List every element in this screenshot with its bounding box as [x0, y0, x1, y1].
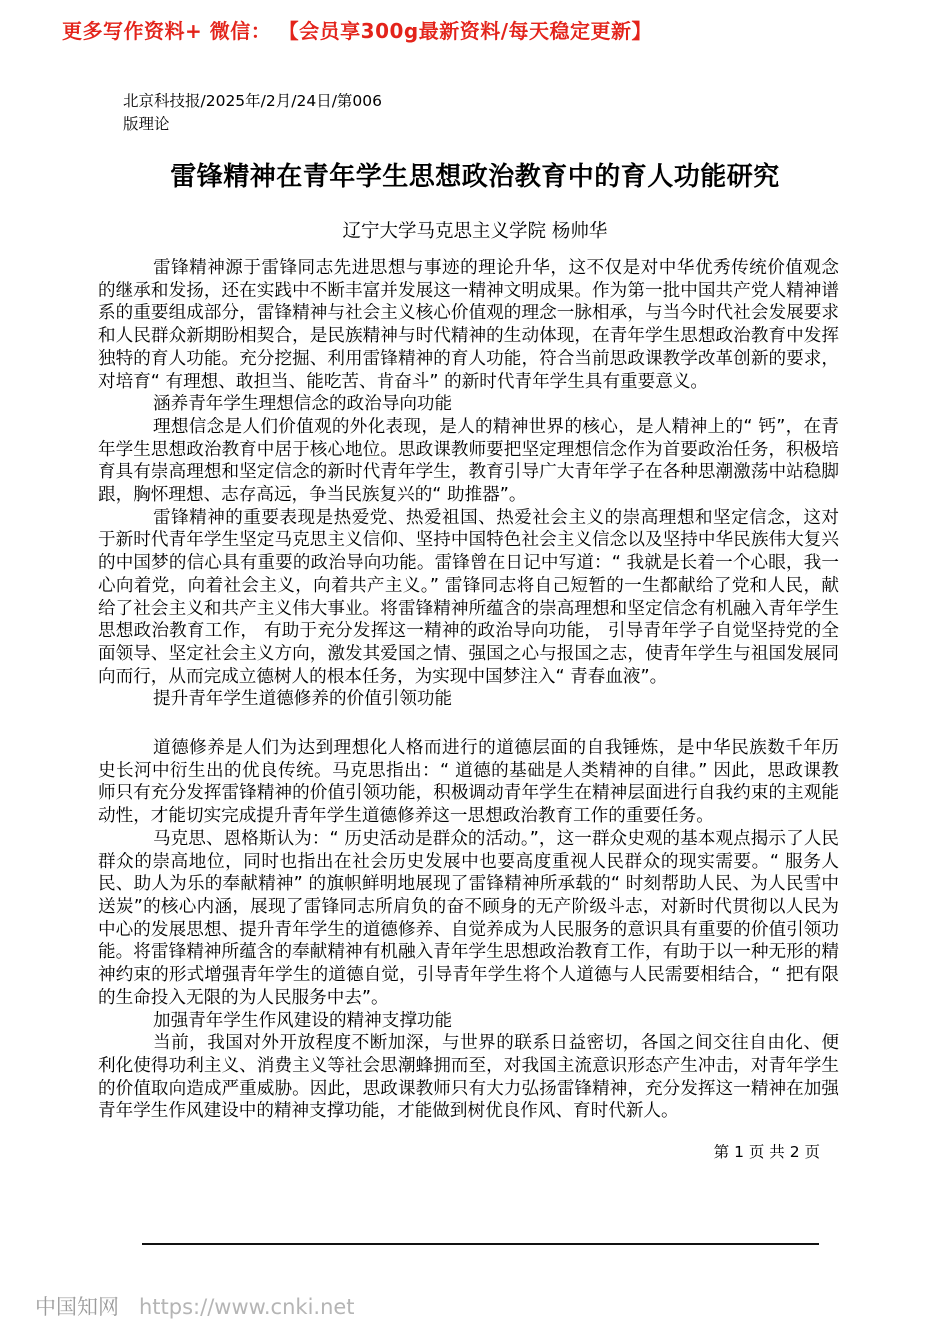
section-heading: 提升青年学生道德修养的价值引领功能: [153, 689, 453, 710]
article-body: [98, 257, 839, 1123]
paragraph: 道德修养是人们为达到理想化人格而进行的道德层面的自我锤炼，是中华民族数千年历史长河中衍生出的优良传统。马克思指出：“ 道德的基础是人类精神的自律。” 因此，思政课教师只有充分发挥雷锋精神的价值引领功能，积极调动青年学生在精神层面进行自我约束的主观能动性，才能切实完成提升青年学生道德修养这一思想政治教育工作的重要任务。: [98, 738, 839, 827]
paragraph: 雷锋精神源于雷锋同志先进思想与事迹的理论升华，这不仅是对中华优秀传统价值观念的继承和发扬，还在实践中不断丰富并发展这一精神文明成果。作为第一批中国共产党人精神谱系的重要组成部分，雷锋精神与社会主义核心价值观的理念一脉相承，与当今时代社会发展要求和人民群众新期盼相契合，是民族精神与时代精神的生动体现，在青年学生思想政治教育中发挥独特的育人功能。充分挖掘、利用雷锋精神的育人功能，符合当前思政课教学改革创新的要求，对培育“ 有理想、敢担当、能吃苦、肯奋斗” 的新时代青年学生具有重要意义。: [98, 258, 839, 392]
article-author: 辽宁大学马克思主义学院 杨帅华: [342, 221, 608, 242]
paragraph: 雷锋精神的重要表现是热爱党、热爱祖国、热爱社会主义的崇高理想和坚定信念，这对于新时代青年学生坚定马克思主义信仰、坚持中国特色社会主义信念以及坚持中华民族伟大复兴的中国梦的信心具有重要的政治导向功能。雷锋曾在日记中写道：“ 我就是长着一个心眼，我一心向着党，向着社会主义，向着共产主义。” 雷锋同志将自己短暂的一生都献给了党和人民，献给了社会主义和共产主义伟大事业。将雷锋精神所蕴含的崇高理想和坚定信念有机融入青年学生思想政治教育工作， 有助于充分发挥这一精神的政治导向功能， 引导青年学子自觉坚持党的全面领导、坚定社会主义方向，激发其爱国之情、强国之心与报国之志，使青年学生与祖国发展同向而行，从而完成立德树人的根本任务，为实现中国梦注入“ 青春血液”。: [98, 507, 839, 687]
section-heading: 涵养青年学生理想信念的政治导向功能: [153, 394, 453, 415]
page-indicator: 第 1 页 共 2 页: [713, 1143, 820, 1161]
promo-banner-text: 更多写作资料+ 微信： 【会员享300g最新资料/每天稳定更新】: [62, 19, 653, 43]
cnki-url-link[interactable]: https://www.cnki.net: [139, 1295, 355, 1319]
article-title: 雷锋精神在青年学生思想政治教育中的育人功能研究: [170, 162, 780, 192]
section-heading: 加强青年学生作风建设的精神支撑功能: [153, 1010, 453, 1031]
paragraph: 理想信念是人们价值观的外化表现，是人的精神世界的核心，是人精神上的“ 钙”，在青年学生思想政治教育中居于核心地位。思政课教师要把坚定理想信念作为首要政治任务，积极培育具有崇高理想和坚定信念的新时代青年学生，教育引导广大青年学子在各种思潮激荡中站稳脚跟，胸怀理想、志存高远，争当民族复兴的“ 助推器”。: [98, 416, 839, 506]
source-line-1: 北京科技报/2025年/2月/24日/第006: [123, 92, 383, 110]
paragraph: 马克思、恩格斯认为：“ 历史活动是群众的活动。”，这一群众史观的基本观点揭示了人民群众的崇高地位，同时也指出在社会历史发展中也要高度重视人民群众的现实需要。“ 服务人民、助人为乐的奉献精神” 的旗帜鲜明地展现了雷锋精神所承载的“ 时刻帮助人民、为人民雪中送炭”的核心内涵，展现了雷锋同志所肩负的奋不顾身的无产阶级斗志，对新时代贯彻以人民为中心的发展思想、提升青年学生的道德修养、自觉养成为人民服务的意识具有重要的价值引领功能。将雷锋精神所蕴含的奉献精神有机融入青年学生思想政治教育工作，有助于以一种无形的精神约束的形式增强青年学生的道德自觉，引导青年学生将个人道德与人民需要相结合，“ 把有限的生命投入无限的为人民服务中去”。: [98, 828, 839, 1008]
cnki-footer: [35, 1291, 355, 1321]
source-line-2: 版理论: [123, 115, 170, 133]
paragraph: 当前，我国对外开放程度不断加深，与世界的联系日益密切，各国之间交往自由化、便利化使得功利主义、消费主义等社会思潮蜂拥而至，对我国主流意识形态产生冲击，对青年学生的价值取向造成严重威胁。因此，思政课教师只有大力弘扬雷锋精神，充分发挥这一精神在加强青年学生作风建设中的精神支撑功能，才能做到树优良作风、育时代新人。: [98, 1033, 839, 1122]
footer-divider: [142, 1243, 819, 1245]
cnki-brand: 中国知网: [35, 1295, 119, 1319]
article-source: [123, 90, 382, 136]
